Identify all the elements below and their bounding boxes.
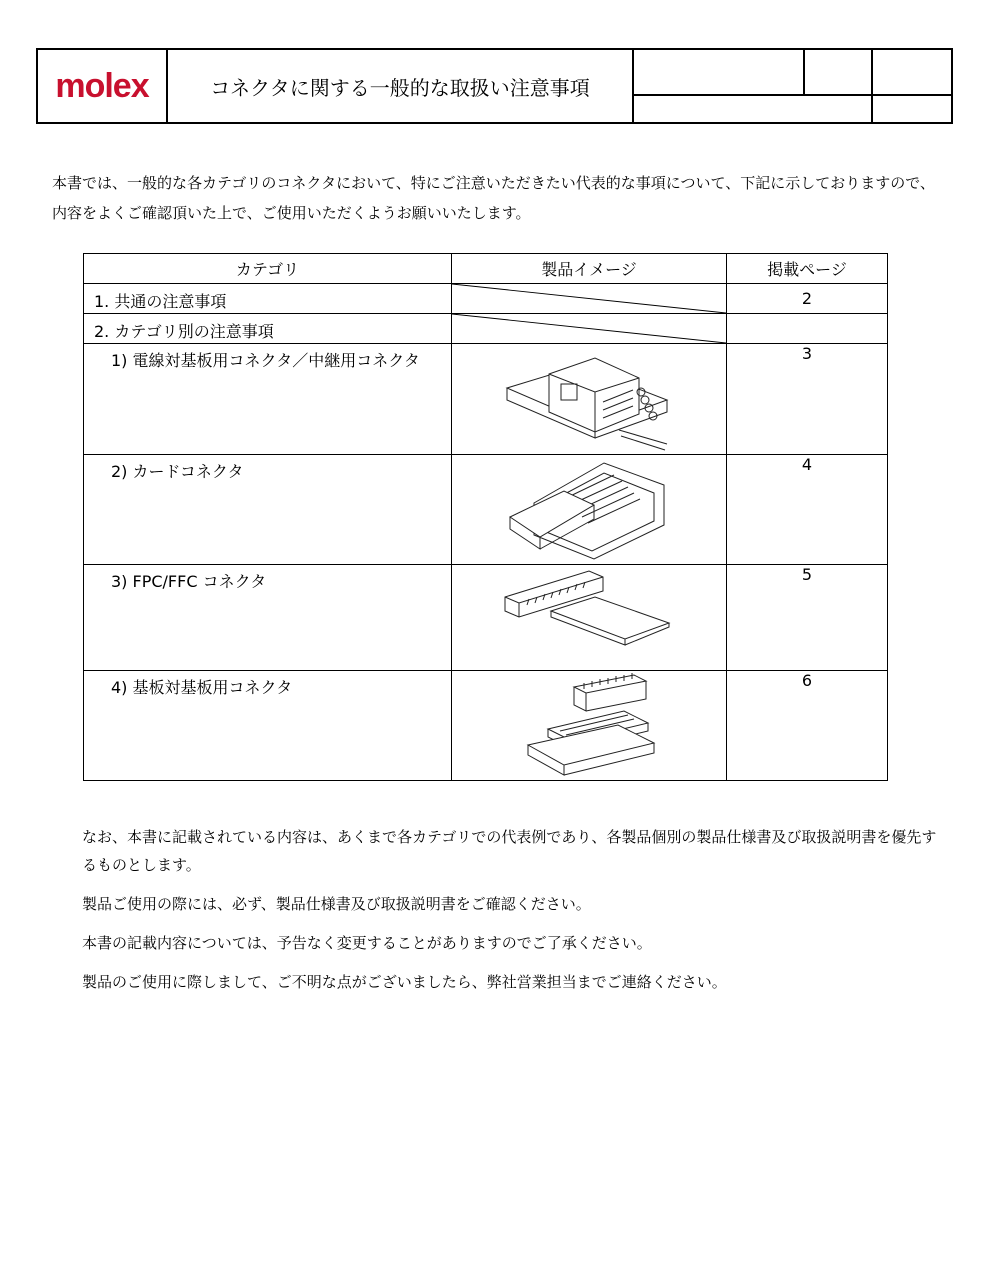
- card-connector-image: [452, 455, 727, 565]
- header-box: [634, 96, 873, 122]
- page-number: 2: [727, 284, 888, 314]
- category-cell: [84, 284, 452, 314]
- page-number: 4: [727, 455, 888, 565]
- notes-section: [82, 823, 942, 1007]
- table-row: [84, 284, 888, 314]
- header-box: [873, 50, 951, 96]
- empty-image-cell: [452, 284, 727, 314]
- note-paragraph: なお、本書に記載されている内容は、あくまで各カテゴリでの代表例であり、各製品個別の製品仕様書及び取扱説明書を優先するものとします。: [82, 828, 937, 874]
- empty-image-cell: [452, 314, 727, 344]
- category-cell: [84, 455, 452, 565]
- category-table: [83, 253, 888, 781]
- header-box: [873, 96, 951, 122]
- page-number: 3: [727, 344, 888, 455]
- fpc-ffc-connector-image: [452, 565, 727, 671]
- logo-cell: [38, 50, 168, 122]
- page-number: [727, 314, 888, 344]
- molex-logo: molex: [55, 66, 149, 105]
- intro-paragraph: 本書では、一般的な各カテゴリのコネクタにおいて、特にご注意いただきたい代表的な事項について、下記に示しておりますので、内容をよくご確認頂いた上で、ご使用いただくようお願いいたします。: [52, 174, 935, 222]
- note-paragraph: 製品のご使用に際しまして、ご不明な点がございましたら、弊社営業担当までご連絡ください。: [82, 973, 727, 991]
- category-label: 1. 共通の注意事項: [94, 292, 227, 311]
- header-page: 掲載ページ: [727, 254, 888, 284]
- category-label: 3) FPC/FFC コネクタ: [111, 572, 267, 591]
- table-row: [84, 671, 888, 781]
- header-box: [805, 50, 873, 96]
- wire-to-board-connector-image: [452, 344, 727, 455]
- table-header-row: [84, 254, 888, 284]
- page-number: 5: [727, 565, 888, 671]
- page-number: 6: [727, 671, 888, 781]
- category-cell: [84, 671, 452, 781]
- document-title: コネクタに関する一般的な取扱い注意事項: [168, 50, 634, 122]
- table-row: [84, 565, 888, 671]
- document-header: [36, 48, 953, 124]
- note-paragraph: 製品ご使用の際には、必ず、製品仕様書及び取扱説明書をご確認ください。: [82, 895, 591, 913]
- diagonal-line: [452, 284, 726, 313]
- table-row: [84, 455, 888, 565]
- board-to-board-connector-image: [452, 671, 727, 781]
- note-paragraph: 本書の記載内容については、予告なく変更することがありますのでご了承ください。: [82, 934, 652, 952]
- table-row: [84, 314, 888, 344]
- category-cell: [84, 565, 452, 671]
- category-label: 4) 基板対基板用コネクタ: [111, 678, 293, 697]
- header-category: カテゴリ: [84, 254, 452, 284]
- category-cell: [84, 344, 452, 455]
- header-product-image: 製品イメージ: [452, 254, 727, 284]
- category-label: 1) 電線対基板用コネクタ／中継用コネクタ: [111, 351, 420, 370]
- diagonal-line: [452, 314, 726, 343]
- header-box: [634, 50, 805, 96]
- category-label: 2. カテゴリ別の注意事項: [94, 322, 274, 341]
- category-cell: [84, 314, 452, 344]
- table-row: [84, 344, 888, 455]
- category-label: 2) カードコネクタ: [111, 462, 244, 481]
